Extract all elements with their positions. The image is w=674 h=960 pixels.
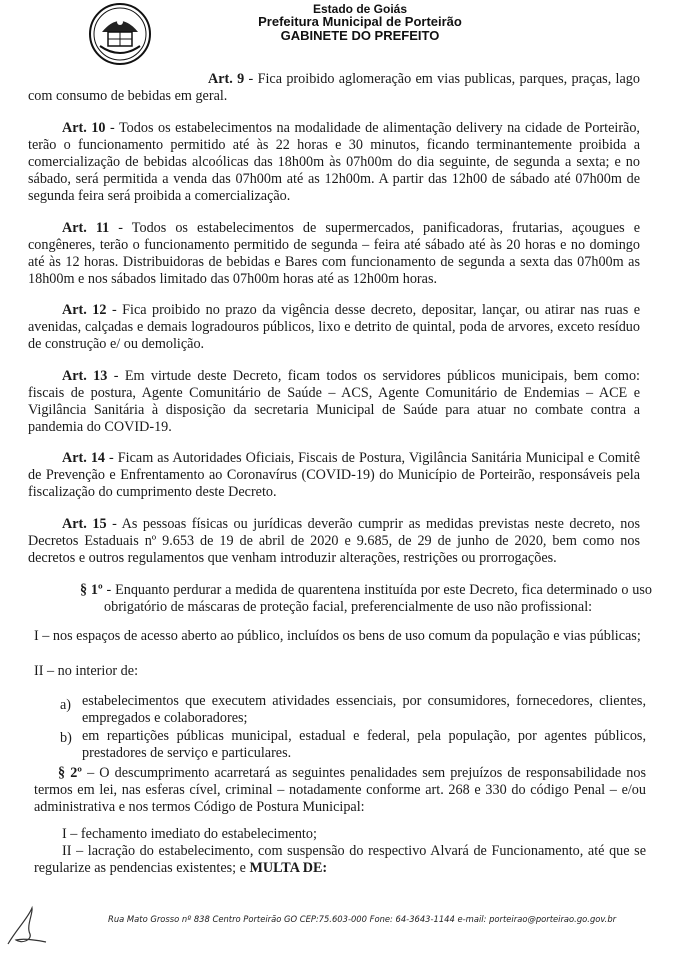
article-text: - Ficam as Autoridades Oficiais, Fiscais de Postura, Vigilância Sanitária Municipal e Comitê de Prevenção e Enfrentamento ao Coronavírus (COVID-19) do Município de Porteirão, responsáveis pela fiscalização do cumprimento deste Decreto. [28,450,640,500]
fine-label: MULTA DE: [249,860,328,876]
item-b-text [82,728,646,762]
paragraph-2 [34,765,646,816]
penalty-ii [34,843,646,877]
article-12 [28,302,640,353]
article-10 [28,120,640,205]
article-label: Art. 13 [62,368,108,384]
article-14 [28,450,640,501]
item-label: II [62,843,72,859]
article-label: Art. 12 [62,302,107,318]
item-label: I [34,628,39,644]
item-b-content: em repartições públicas municipal, estadual e federal, pela população, por agentes públicos, prestadores de serviço e particulares. [82,728,646,761]
paragraph-label: § 1º [80,582,103,598]
article-15 [28,516,640,567]
header-office: GABINETE DO PREFEITO [280,28,440,43]
article-label: Art. 10 [62,120,106,136]
header-state: Estado de Goiás [312,2,408,16]
article-11 [28,220,640,288]
item-text: – fechamento imediato do estabelecimento; [66,826,317,842]
municipal-seal-icon [88,2,152,66]
footer-address: Rua Mato Grosso nº 838 Centro Porteirão GO CEP:75.603-000 Fone: 64-3643-1144 e-mail: porteirao@porteirao.go.gov.br [108,914,617,924]
article-9 [28,71,640,105]
item-a-label: a) [60,697,72,713]
paragraph-text: – O descumprimento acarretará as seguintes penalidades sem prejuízos de responsabilidade nos termos em lei, nas esferas cível, criminal – notadamente conforme art. 268 e 330 do código Penal – e/ou administrativa e nos termos Código de Postura Municipal: [34,765,646,815]
item-a-text: estabelecimentos que executem atividades essenciais, por consumidores, fornecedores, clientes, empregados e colaboradores; [82,693,646,726]
item-ii [34,663,434,680]
item-label: II [34,663,44,679]
handwritten-signature [2,900,52,950]
article-text: - Fica proibido aglomeração em vias publicas, parques, praças, lago com consumo de bebidas em geral. [28,71,640,104]
paragraph-1 [80,582,652,616]
article-text: - As pessoas físicas ou jurídicas deverão cumprir as medidas previstas neste decreto, nos Decretos Estaduais nº 9.653 de 19 de abril de 2020 e 9.685, de 29 de junho de 2020, bem como nos decretos e outros regulamentos que venham introduzir alterações, restrições ou prorrogações. [28,516,640,566]
item-label: I [62,826,67,842]
paragraph-label: § 2º [58,765,82,781]
article-label: Art. 9 [208,71,245,87]
penalty-i [62,826,622,843]
article-text: - Todos os estabelecimentos de supermercados, panificadoras, frutarias, açougues e congêneres, terão o funcionamento permitido de segunda – feira até sábado até às 20 horas e no domingo até às 12 horas. Distribuidoras de bebidas e Bares com funcionamento de segunda a sexta das 07h00m as 18h00m e nos sábados limitado das 07h00m horas até as 12h00m horas. [28,220,641,287]
article-text: - Fica proibido no prazo da vigência desse decreto, depositar, lançar, ou atirar nas ruas e avenidas, calçadas e demais logradouros públicos, lixo e detrito de quintal, poda de arvores, exceto resíduo de construção e/ ou demolição. [28,302,640,352]
item-text: – lacração do estabelecimento, com suspensão do respectivo Alvará de Funcionamento, até que se regularize as pendencias existentes; e [34,843,646,876]
article-13 [28,368,640,436]
item-b-label: b) [60,730,72,746]
article-label: Art. 15 [62,516,107,532]
header-prefecture: Prefeitura Municipal de Porteirão [258,14,462,29]
item-text: – no interior de: [43,663,139,679]
article-label: Art. 14 [62,450,106,466]
letterhead [0,0,674,70]
article-text: - Todos os estabelecimentos na modalidade de alimentação delivery na cidade de Porteirão, terão o funcionamento permitido até às 22 horas e 30 minutos, ficando terminantemente proibida a comercialização de bebidas alcoólicas das 18h00m às 07h00m do dia seguinte, de segunda a sexta; e no sábado, será permitida a venda das 07h00m até as 12h00m. A partir das 12h00 de sábado até 07h00m de segunda feira será proibida a comercialização. [28,120,640,204]
article-text: - Em virtude deste Decreto, ficam todos os servidores públicos municipais, bem como: fiscais de postura, Agente Comunitário de Saúde – ACS, Agente Comunitário de Endemias – ACE e Vigilância Sanitária à disposição da secretaria Municipal de Saúde para atuar no combate contra a pandemia do COVID-19. [28,368,640,435]
article-label: Art. 11 [62,220,110,236]
item-text: – nos espaços de acesso aberto ao público, incluídos os bens de uso comum da população e vias públicas; [38,628,641,644]
item-i [34,628,674,645]
paragraph-text: - Enquanto perdurar a medida de quarentena instituída por este Decreto, fica determinado o uso obrigatório de máscaras de proteção facial, preferencialmente de uso não profissional: [102,582,652,615]
